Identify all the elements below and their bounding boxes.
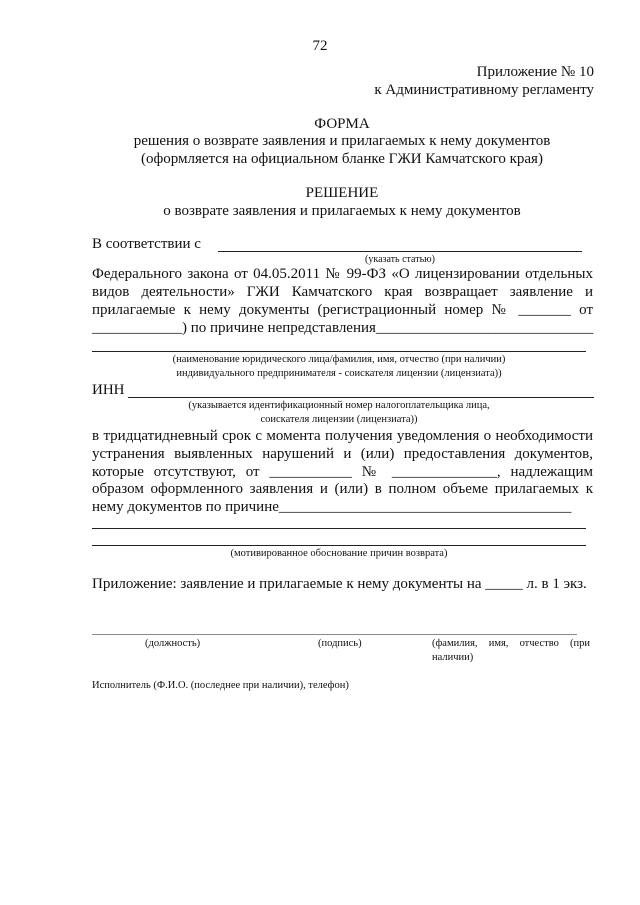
appendix-line-2: к Административному регламенту: [374, 82, 594, 98]
in-accordance-label: В соответствии с: [92, 236, 201, 252]
body-line-3: прилагаемые к нему документы (регистрационный номер № _______ от: [92, 302, 593, 318]
body-line-8: образом оформленного заявления и (или) в полном объеме прилагаемых к: [92, 481, 593, 497]
signature-position-hint: (должность): [145, 638, 201, 649]
form-subtitle-2: (оформляется на официальном бланке ГЖИ Камчатского края): [141, 151, 543, 167]
reason-line-2: [92, 545, 586, 546]
signature-sign-hint: (подпись): [318, 638, 362, 649]
applicant-line: [92, 351, 586, 352]
body-line-6: устранения выявленных нарушений и (или) предоставления документов,: [92, 446, 593, 462]
form-title: ФОРМА: [314, 116, 370, 132]
executor-text: Исполнитель (Ф.И.О. (последнее при наличии), телефон): [92, 680, 349, 691]
appendix-line-1: Приложение № 10: [476, 64, 594, 80]
hint-name-1: (наименование юридического лица/фамилия, имя, отчество (при наличии): [172, 354, 506, 365]
attachment-text: Приложение: заявление и прилагаемые к нему документы на _____ л. в 1 экз.: [92, 576, 587, 592]
reason-line-1: [92, 528, 586, 529]
hint-inn-2: соискателя лицензии (лицензиата)): [260, 414, 418, 425]
body-line-5: в тридцатидневный срок с момента получения уведомления о необходимости: [92, 428, 593, 444]
hint-article: (указать статью): [365, 254, 435, 265]
signature-name-hint-1: (фамилия, имя, отчество (при: [432, 638, 590, 649]
inn-label: ИНН: [92, 382, 125, 398]
page-number: 72: [312, 38, 328, 54]
hint-name-2: индивидуального предпринимателя - соискателя лицензии (лицензиата)): [176, 368, 502, 379]
body-line-4: ____________) по причине непредставления_____________________________: [92, 320, 594, 336]
body-line-9: нему документов по причине_______________________________________: [92, 499, 572, 515]
signature-line: [92, 634, 577, 635]
body-line-7: которые отсутствуют, от ___________ № ______________, надлежащим: [92, 464, 593, 480]
article-line: [218, 251, 582, 252]
form-subtitle-1: решения о возврате заявления и прилагаемых к нему документов: [133, 133, 551, 149]
signature-name-hint-2: наличии): [432, 652, 474, 663]
hint-inn-1: (указывается идентификационный номер налогоплательщика лица,: [188, 400, 490, 411]
body-line-2: видов деятельности» ГЖИ Камчатского края возвращает заявление и: [92, 284, 593, 300]
hint-reason: (мотивированное обоснование причин возврата): [230, 548, 448, 559]
decision-subtitle: о возврате заявления и прилагаемых к нему документов: [163, 203, 521, 219]
decision-title: РЕШЕНИЕ: [305, 185, 379, 201]
body-line-1: Федерального закона от 04.05.2011 № 99-ФЗ «О лицензировании отдельных: [92, 266, 593, 282]
inn-line: [128, 397, 594, 398]
